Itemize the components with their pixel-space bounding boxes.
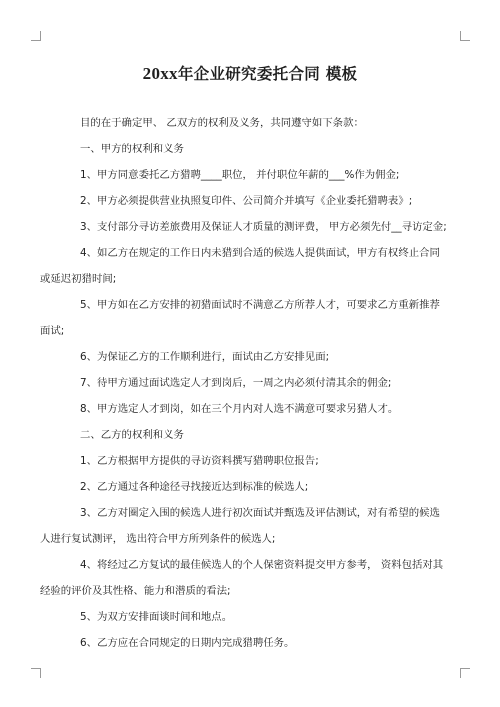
clause-line: 2、甲方必须提供营业执照复印件、公司简介并填写《企业委托猎聘表》;	[80, 195, 413, 207]
section-heading: 一、甲方的权利和义务	[80, 143, 184, 155]
clause-line: 4、将经过乙方复试的最佳候选人的个人保密资料提交甲方参考， 资料包括对其	[80, 559, 444, 571]
clause-continuation: 人进行复试测评， 选出符合甲方所列条件的候选人;	[40, 533, 276, 545]
clause-line: 1、乙方根据甲方提供的寻访资料撰写猎聘职位报告;	[80, 455, 319, 467]
paragraph-line: 目的在于确定甲、 乙双方的权利及义务，共同遵守如下条款：	[80, 117, 364, 129]
clause-line: 2、乙方通过各种途径寻找接近达到标准的候选人;	[80, 481, 309, 493]
document-title	[0, 62, 500, 84]
clause-line: 5、为双方安排面谈时间和地点。	[80, 611, 233, 623]
clause-continuation: 或延迟初猎时间;	[40, 273, 117, 285]
clause-line: 5、甲方如在乙方安排的初猎面试时不满意乙方所荐人才，可要求乙方重新推荐	[80, 299, 440, 311]
clause-line: 3、支付部分寻访差旅费用及保证人才质量的测评费， 甲方必须先付__寻访定金;	[80, 221, 447, 233]
clause-continuation: 面试;	[40, 325, 65, 337]
clause-line: 6、为保证乙方的工作顺利进行，面试由乙方安排见面;	[80, 351, 330, 363]
clause-line: 1、甲方同意委托乙方猎聘____职位， 并付职位年薪的___%作为佣金;	[80, 169, 400, 181]
clause-line: 4、如乙方在规定的工作日内未猎到合适的候选人提供面试，甲方有权终止合同	[80, 247, 440, 259]
clause-line: 7、待甲方通过面试选定人才到岗后，一周之内必须付清其余的佣金;	[80, 377, 392, 389]
clause-continuation: 经验的评价及其性格、能力和潜质的看法;	[40, 585, 231, 597]
crop-mark-top-right	[460, 31, 470, 41]
section-heading: 二、乙方的权利和义务	[80, 429, 184, 441]
crop-mark-bottom-left	[31, 668, 41, 678]
clause-line: 8、甲方选定人才到岗，如在三个月内对人选不满意可要求另猎人才。	[80, 403, 399, 415]
clause-line: 3、乙方对圈定入围的候选人进行初次面试并甄选及评估测试，对有希望的候选	[80, 507, 440, 519]
crop-mark-top-left	[31, 31, 41, 41]
title-text: 年企业研究委托合同 模板	[177, 65, 358, 83]
document-body	[40, 110, 447, 656]
title-year: 20xx	[142, 64, 178, 83]
crop-mark-bottom-right	[460, 668, 470, 678]
clause-line: 6、乙方应在合同规定的日期内完成猎聘任务。	[80, 637, 295, 649]
